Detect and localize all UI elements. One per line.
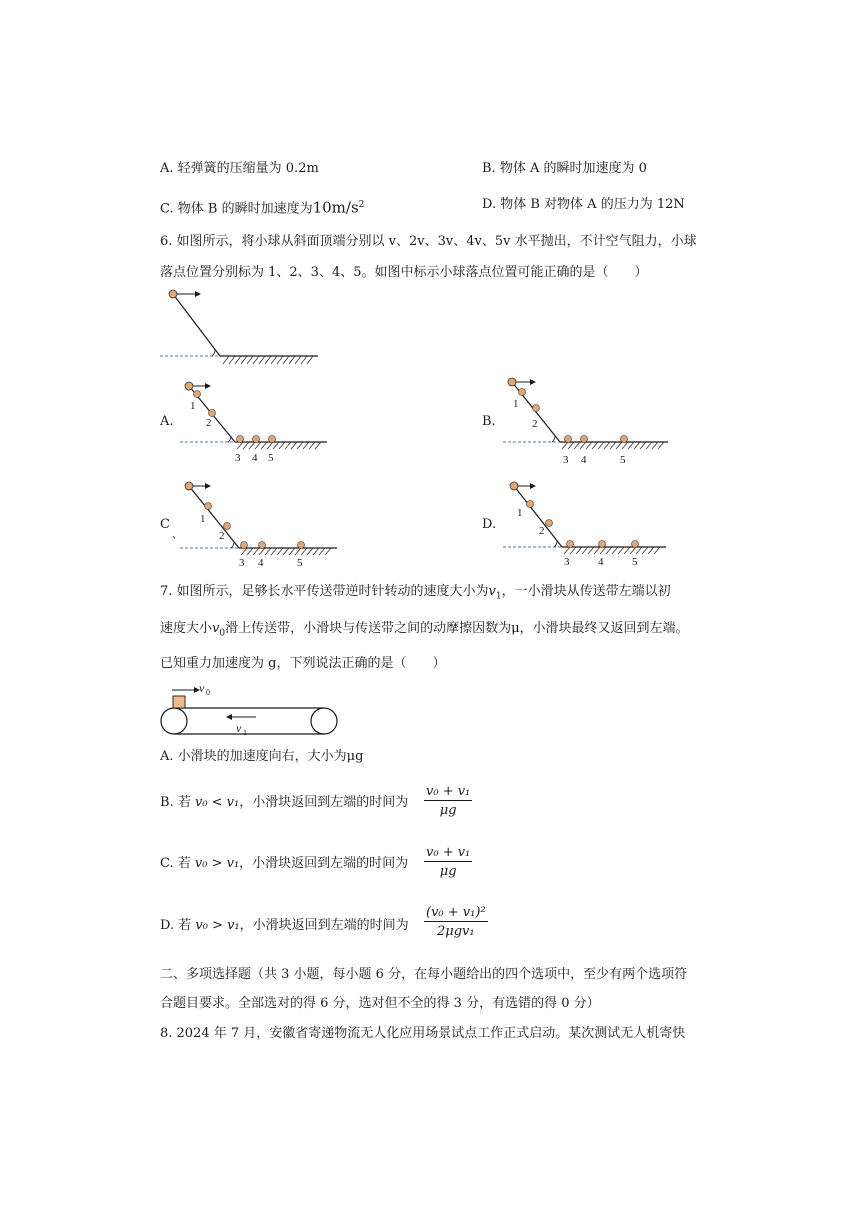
q7-stem-line1 xyxy=(160,583,671,606)
q6-b-point-4: 4 xyxy=(581,454,587,466)
q6-d-point-5: 5 xyxy=(632,556,638,568)
q7-option-b-prefix: B. 若 xyxy=(160,795,191,810)
q7-option-b-fraction xyxy=(424,784,472,818)
q6-d-point-1: 1 xyxy=(517,507,523,519)
q8-stem-line1: 8. 2024 年 7 月，安徽省寄递物流无人化应用场景试点工作正式启动。某次测试无人机寄快 xyxy=(160,1026,686,1041)
q7-option-d-numerator: (v₀ + v₁)² xyxy=(426,905,486,920)
section2-heading-line2: 合题目要求。全部选对的得 6 分，选对但不全的得 3 分，有选错的得 0 分） xyxy=(160,996,600,1011)
q7-option-c-fraction xyxy=(424,845,472,879)
q7-option-b-numerator: v₀ + v₁ xyxy=(426,784,471,799)
q6-b-point-3: 3 xyxy=(563,454,569,466)
q7-diagram-v1-sub: 1 xyxy=(243,728,247,737)
q6-diagram-b xyxy=(498,372,678,466)
q5-option-d: D. 物体 B 对物体 A 的压力为 12N xyxy=(482,197,685,212)
q7-option-c xyxy=(160,855,408,873)
q7-option-d-denominator: 2μgv₁ xyxy=(437,924,475,939)
q7-line2-suffix: 滑上传送带，小滑块与传送带之间的动摩擦因数为μ，小滑块最终又返回到左端。 xyxy=(225,621,689,636)
q6-b-point-1: 1 xyxy=(513,398,519,410)
q5-option-c xyxy=(160,196,364,218)
q6-label-c-text: C xyxy=(160,517,170,532)
q5-option-a: A. 轻弹簧的压缩量为 0.2m xyxy=(160,161,319,176)
q6-a-point-1: 1 xyxy=(190,400,196,412)
q7-line1-suffix: ，一小滑块从传送带左端以初 xyxy=(501,584,671,599)
q6-a-point-4: 4 xyxy=(252,452,258,464)
q7-option-a: A. 小滑块的加速度向右，大小为μg xyxy=(160,749,364,764)
q6-a-point-3: 3 xyxy=(235,452,241,464)
q7-line1-var: v xyxy=(488,584,496,599)
q7-option-d-fraction xyxy=(424,905,488,939)
q7-option-c-cond: v₀ > v₁ xyxy=(194,856,240,871)
q5-option-b: B. 物体 A 的瞬时加速度为 0 xyxy=(482,161,647,176)
q7-option-d-prefix: D. 若 xyxy=(160,918,192,933)
q7-option-d-text: ，小滑块返回到左端的时间为 xyxy=(239,918,409,933)
q6-a-point-2: 2 xyxy=(206,417,212,429)
q7-line1-prefix: 7. 如图所示，足够长水平传送带逆时针转动的速度大小为 xyxy=(160,584,489,599)
q5-option-c-text: C. 物体 B 的瞬时加速度为 xyxy=(160,201,313,217)
q6-c-point-5: 5 xyxy=(297,557,303,569)
q7-option-c-numerator: v₀ + v₁ xyxy=(426,845,471,860)
q7-option-b-cond: v₀ < v₁ xyxy=(194,795,240,810)
q7-diagram-v0: v xyxy=(199,681,205,695)
q6-label-b: B. xyxy=(482,414,496,429)
q6-c-point-4: 4 xyxy=(258,557,264,569)
q7-option-b-denominator: μg xyxy=(439,803,457,818)
q7-option-d-cond: v₀ > v₁ xyxy=(195,918,240,933)
q7-line2-sub: 0 xyxy=(219,628,226,639)
q7-slider-block xyxy=(173,696,185,708)
q6-stem-line1: 6. 如图所示，将小球从斜面顶端分别以 v、2v、3v、4v、5v 水平抛出，不计空气阻力，小球 xyxy=(160,234,697,249)
q7-option-d xyxy=(160,917,409,935)
q7-stem-line3: 已知重力加速度为 g，下列说法正确的是（ ） xyxy=(160,656,446,671)
q6-label-d: D. xyxy=(482,517,497,532)
q6-c-point-2: 2 xyxy=(219,530,225,542)
q6-c-point-3: 3 xyxy=(239,557,245,569)
q6-d-point-2: 2 xyxy=(539,525,545,537)
q7-diagram-v0-sub: 0 xyxy=(206,688,210,697)
q7-conveyor-diagram xyxy=(158,680,348,740)
q6-b-point-5: 5 xyxy=(620,454,626,466)
q6-diagram-a xyxy=(175,376,355,466)
q7-line2-var: v xyxy=(212,621,220,636)
q7-diagram-v1: v xyxy=(236,721,242,735)
q7-stem-line2 xyxy=(160,620,689,643)
q6-stem-line2: 落点位置分别标为 1、2、3、4、5。如图中标示小球落点位置可能正确的是（ ） xyxy=(160,265,648,280)
q6-b-point-2: 2 xyxy=(532,418,538,430)
q6-d-point-4: 4 xyxy=(598,556,604,568)
q7-option-b-text: ，小滑块返回到左端的时间为 xyxy=(239,795,409,810)
q6-label-a: A. xyxy=(160,414,174,429)
q6-main-diagram xyxy=(155,284,355,374)
section2-heading-line1: 二、多项选择题（共 3 小题，每小题 6 分，在每小题给出的四个选项中，至少有两个选项符 xyxy=(160,967,688,982)
q7-line2-prefix: 速度大小 xyxy=(160,621,213,636)
q6-diagram-d xyxy=(498,476,678,566)
q7-option-c-text: ，小滑块返回到左端的时间为 xyxy=(239,856,409,871)
q7-line1-sub: 1 xyxy=(495,591,502,602)
q5-option-c-sup: 2 xyxy=(358,200,365,210)
q7-option-b xyxy=(160,794,408,812)
q5-option-c-value: 10m/s xyxy=(312,198,359,217)
q6-diagram-c xyxy=(175,478,365,568)
q6-a-point-5: 5 xyxy=(268,452,274,464)
q6-c-point-1: 1 xyxy=(200,513,206,525)
q7-option-c-prefix: C. 若 xyxy=(160,856,191,871)
q6-d-point-3: 3 xyxy=(564,556,570,568)
q6-label-c-mark: 、 xyxy=(171,530,182,541)
q7-option-c-denominator: μg xyxy=(439,864,457,879)
